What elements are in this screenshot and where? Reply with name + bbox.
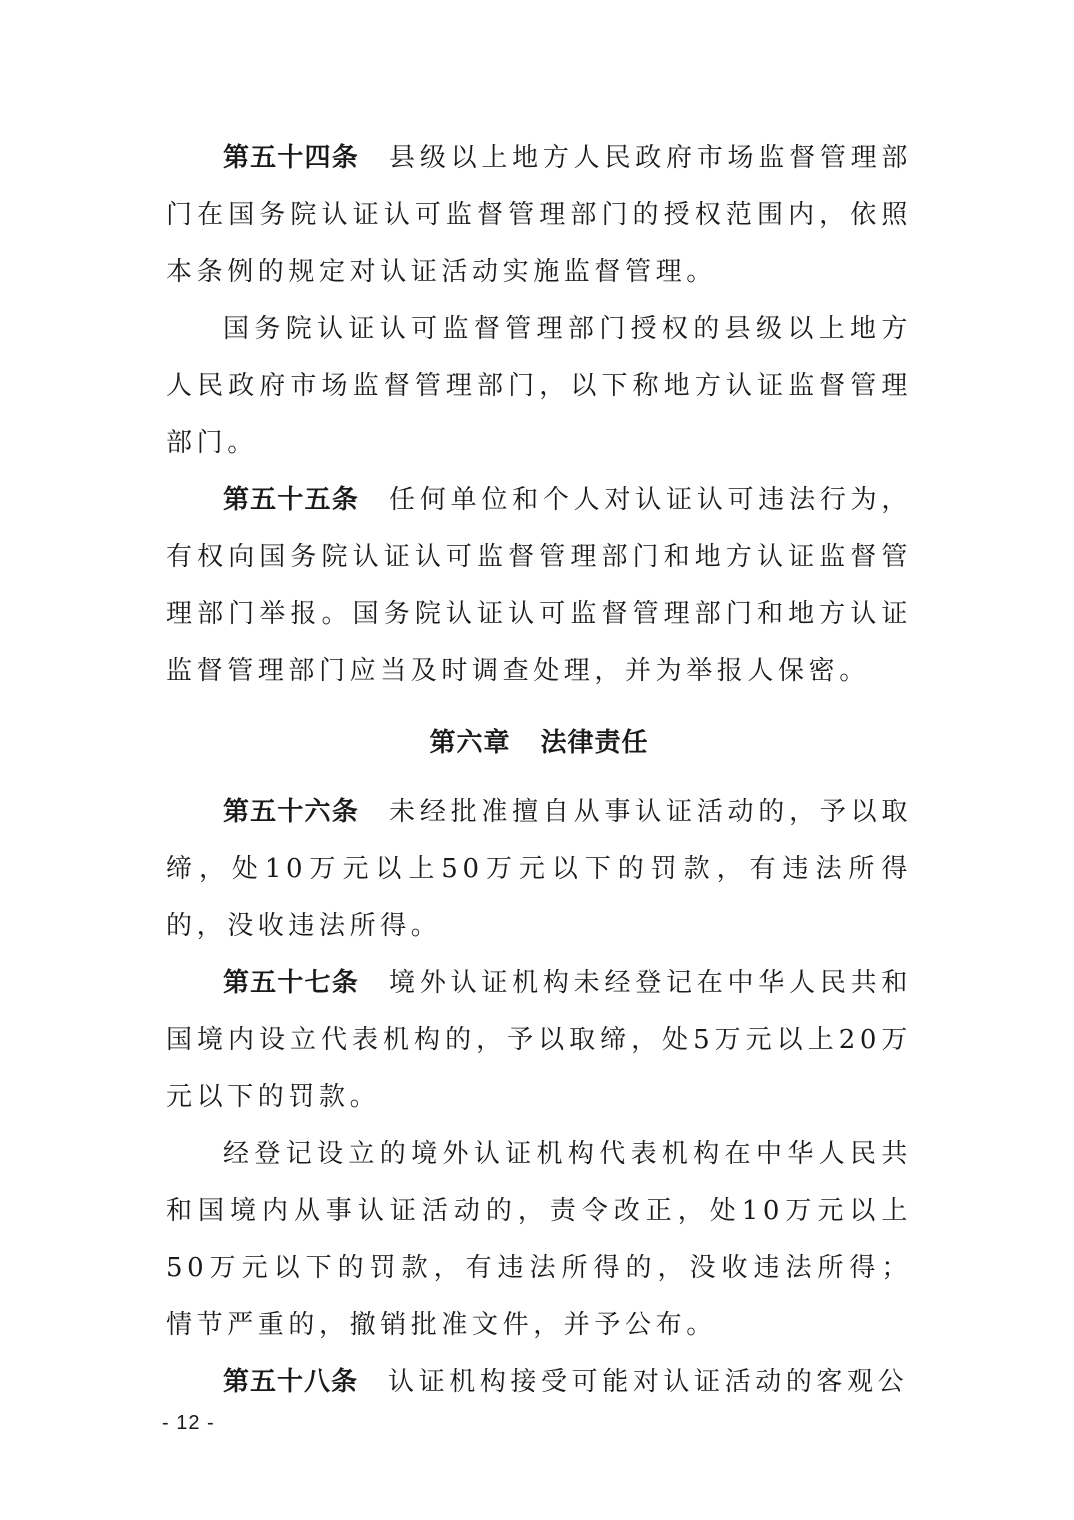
chapter-title: 法律责任	[540, 728, 649, 758]
article-54	[166, 130, 912, 301]
article-55	[166, 472, 912, 700]
article-text: 县级以上地方人民政府市场监督管理部门在国务院认证认可监督管理部门的授权范围内，依照本条例的规定对认证活动实施监督管理。	[166, 143, 912, 287]
article-title: 第五十五条	[223, 485, 359, 515]
document-page	[166, 130, 912, 1411]
article-text: 国务院认证认可监督管理部门授权的县级以上地方人民政府市场监督管理部门，以下称地方认证监督管理部门。	[166, 314, 912, 458]
article-title: 第五十八条	[223, 1367, 359, 1397]
page-number: - 12 -	[162, 1412, 215, 1434]
article-58	[166, 1354, 912, 1411]
article-57	[166, 955, 912, 1126]
article-text: 境外认证机构未经登记在中华人民共和国境内设立代表机构的，予以取缔，处5万元以上20万元以下的罚款。	[166, 968, 912, 1112]
article-57-paragraph-2	[166, 1126, 912, 1354]
article-text: 未经批准擅自从事认证活动的，予以取缔，处10万元以上50万元以下的罚款，有违法所得的，没收违法所得。	[166, 797, 912, 941]
article-56	[166, 784, 912, 955]
article-title: 第五十四条	[223, 143, 359, 173]
article-text: 经登记设立的境外认证机构代表机构在中华人民共和国境内从事认证活动的，责令改正，处10万元以上50万元以下的罚款，有违法所得的，没收违法所得；情节严重的，撤销批准文件，并予公布。	[166, 1139, 912, 1340]
article-text: 任何单位和个人对认证认可违法行为，有权向国务院认证认可监督管理部门和地方认证监督管理部门举报。国务院认证认可监督管理部门和地方认证监督管理部门应当及时调查处理，并为举报人保密。	[166, 485, 912, 686]
chapter-heading	[166, 715, 912, 772]
chapter-number: 第六章	[429, 728, 511, 758]
article-text: 认证机构接受可能对认证活动的客观公	[388, 1367, 909, 1397]
article-title: 第五十七条	[223, 968, 359, 998]
article-54-paragraph-2	[166, 301, 912, 472]
article-title: 第五十六条	[223, 797, 359, 827]
